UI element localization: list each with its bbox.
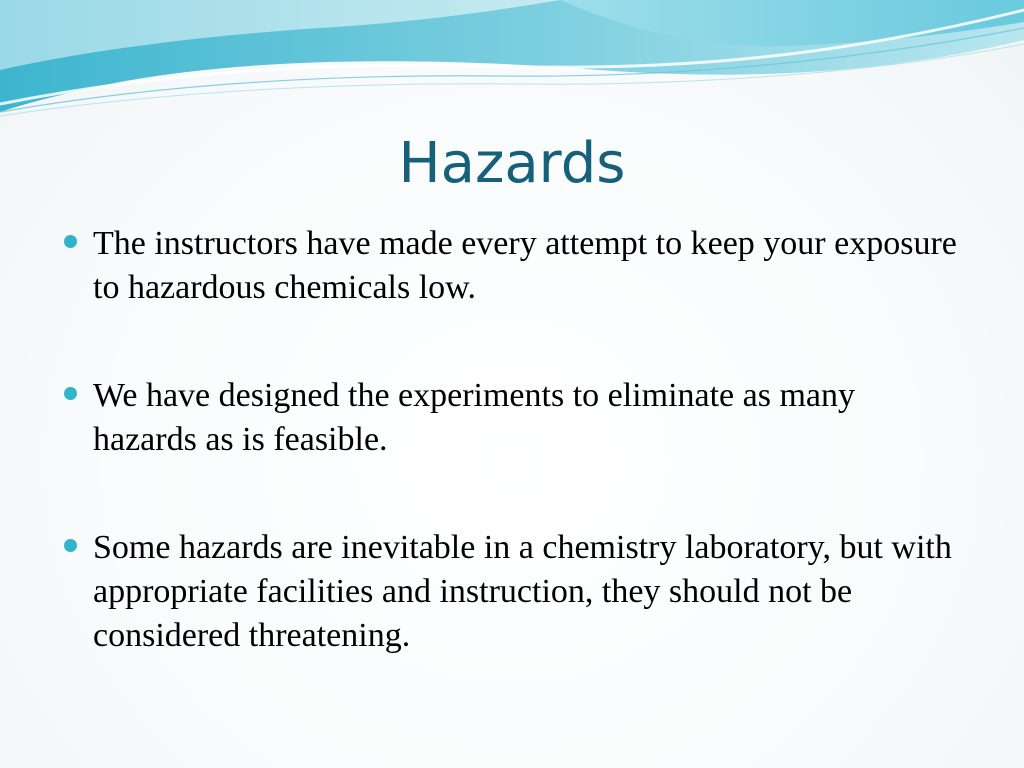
bullet-dot-icon [64,235,77,248]
wave-header-decoration [0,0,1024,130]
bullet-text: We have designed the experiments to eliminate as many hazards as is feasible. [93,377,856,458]
bullet-text: The instructors have made every attempt to keep your exposure to hazardous chemicals low. [93,225,957,306]
bullet-dot-icon [64,539,77,552]
bullet-item [62,526,962,658]
bullet-item [62,374,962,462]
bullet-list [62,222,962,722]
bullet-text: Some hazards are inevitable in a chemistry laboratory, but with appropriate facilities and instruction, they should not be considered threatening. [93,529,952,654]
bullet-dot-icon [64,387,77,400]
bullet-item [62,222,962,310]
slide-title: Hazards [398,131,626,196]
